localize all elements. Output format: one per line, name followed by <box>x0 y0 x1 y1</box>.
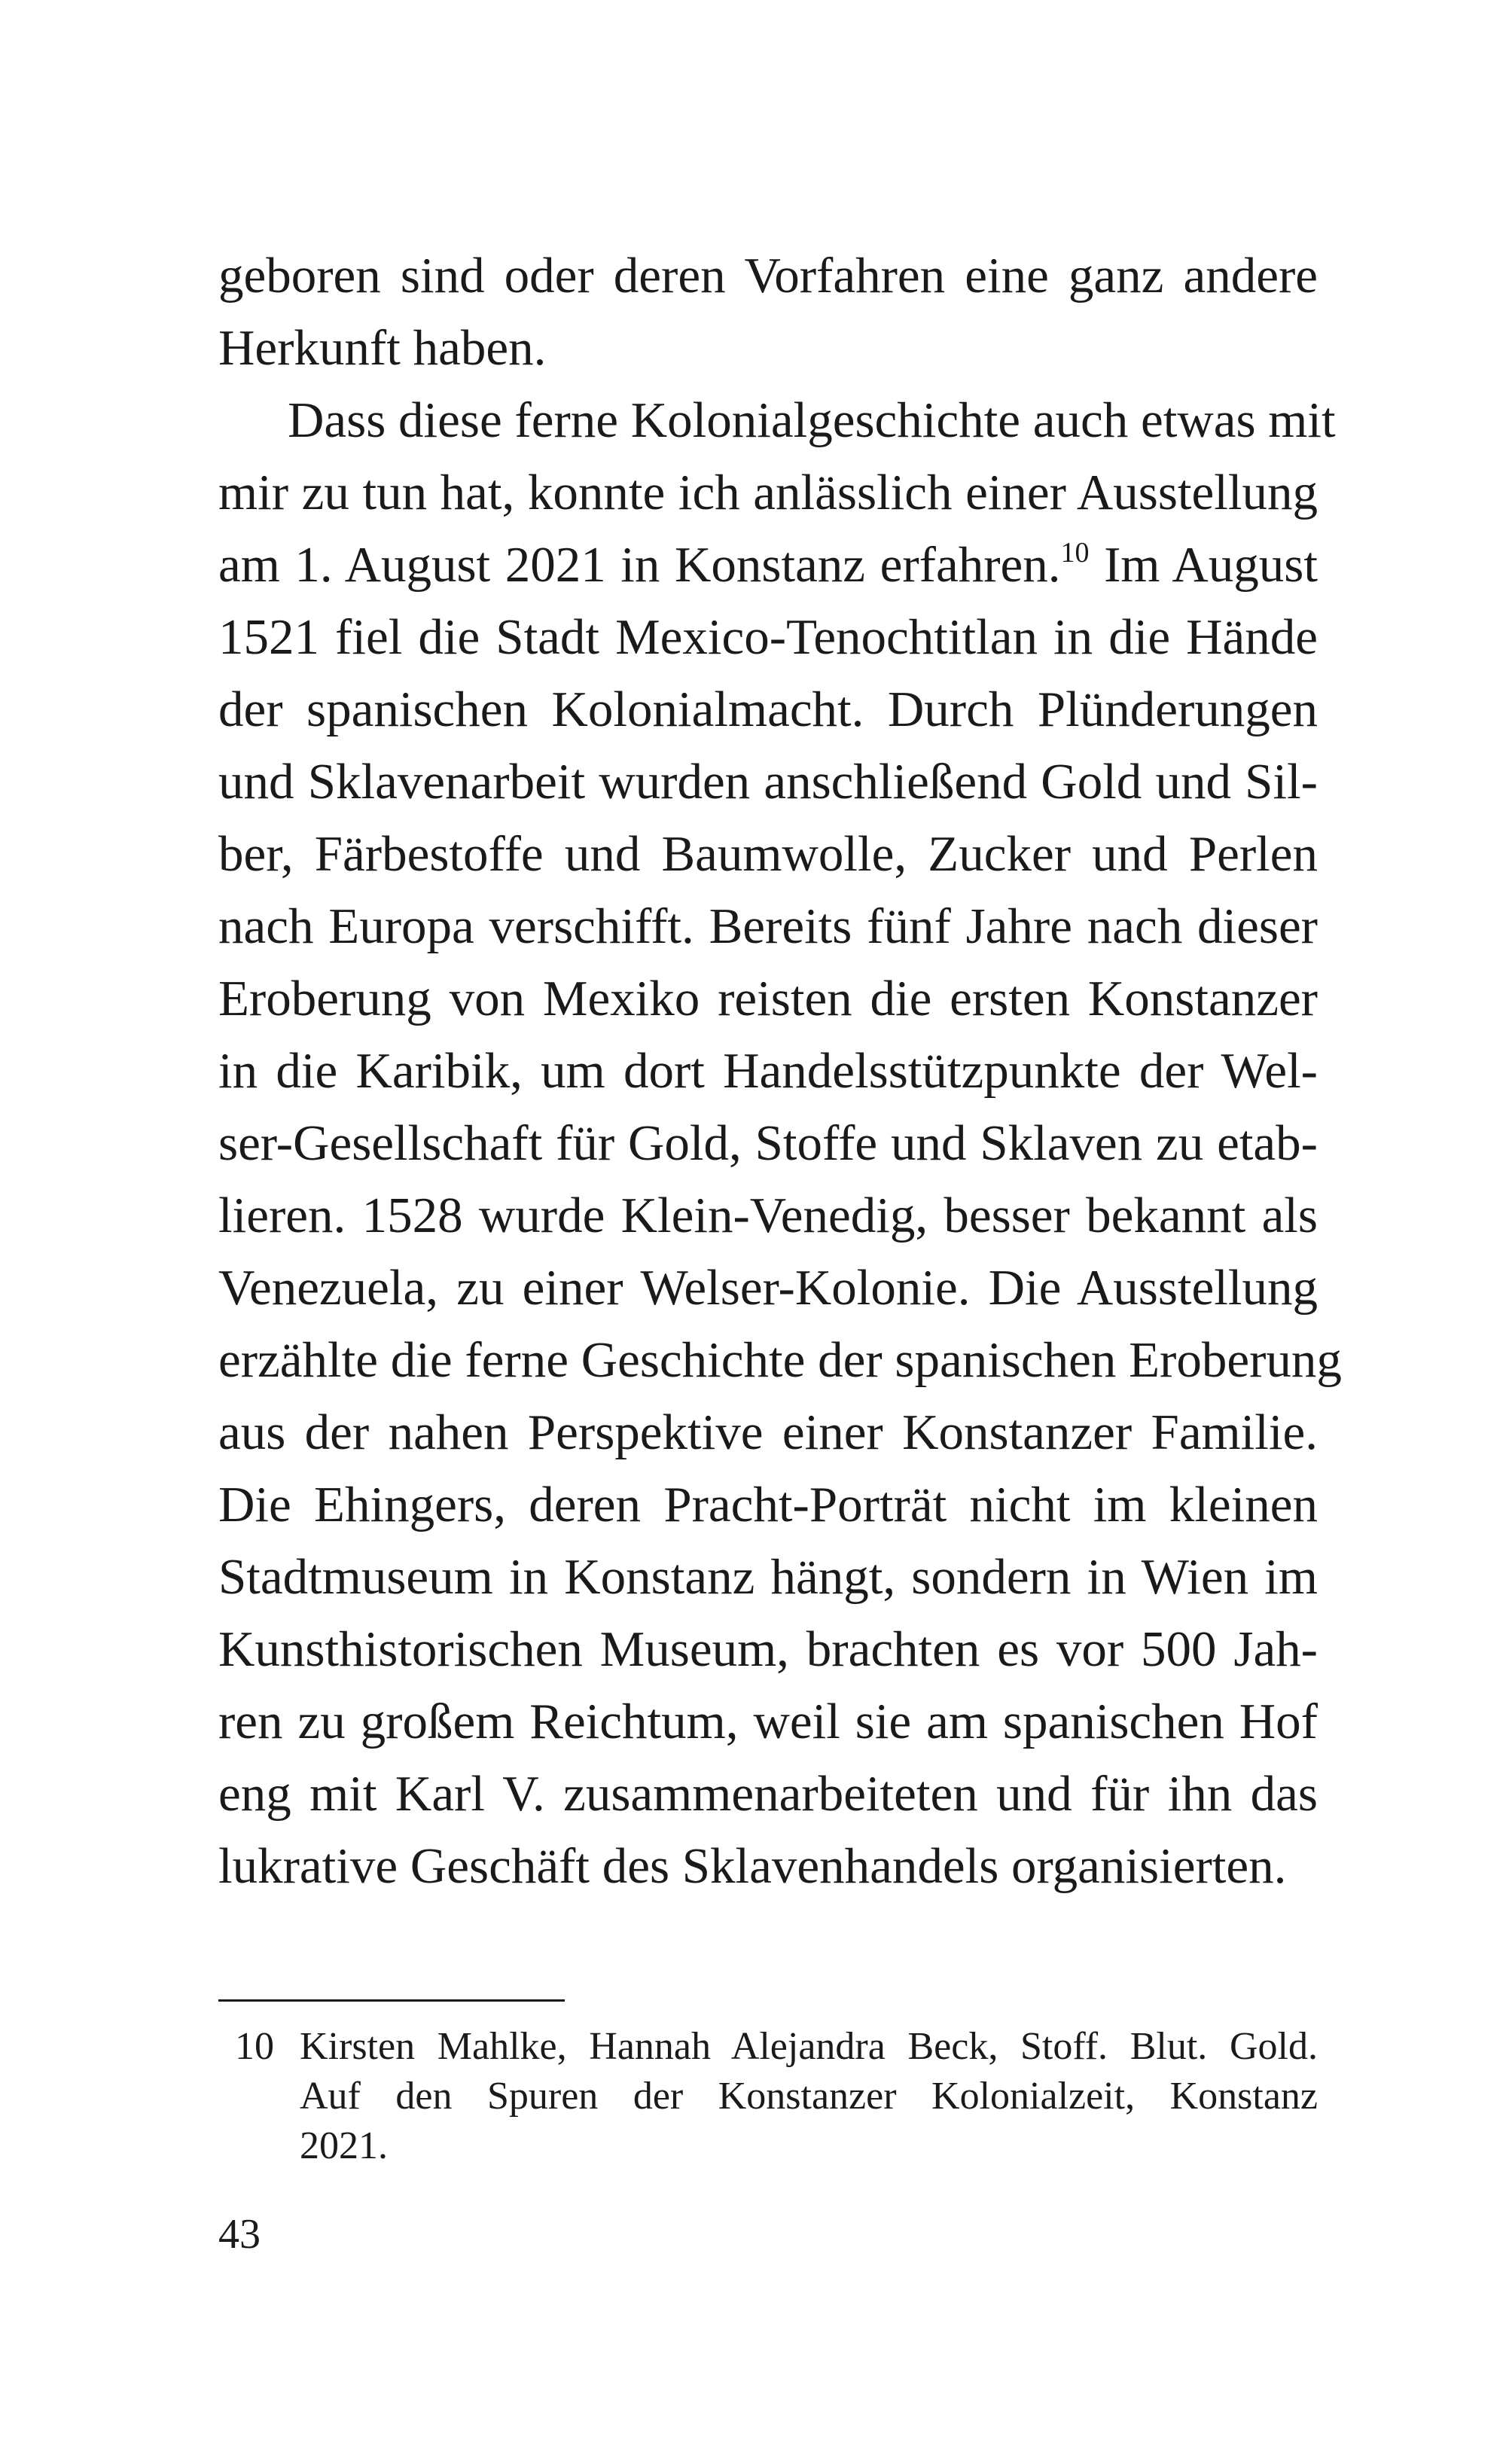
footnote-line: Auf den Spuren der Konstanzer Kolonialzeit, Konstanz <box>300 2075 1318 2118</box>
footnote-line: 2021. <box>300 2124 388 2167</box>
text-line: Stadtmuseum in Konstanz hängt, sondern in Wien im <box>218 1549 1318 1605</box>
page-number: 43 <box>218 2211 261 2258</box>
text-fragment: Im August <box>1089 537 1318 593</box>
text-line: ser-Gesellschaft für Gold, Stoffe und Sklaven zu etab- <box>218 1115 1318 1171</box>
text-line: geboren sind oder deren Vorfahren eine ganz andere <box>218 248 1318 303</box>
text-line: nach Europa verschifft. Bereits fünf Jahre nach dieser <box>218 898 1318 954</box>
text-line: lukrative Geschäft des Sklavenhandels organisierten. <box>218 1838 1287 1894</box>
text-line: lieren. 1528 wurde Klein-Venedig, besser bekannt als <box>218 1188 1318 1243</box>
text-line: Venezuela, zu einer Welser-Kolonie. Die Ausstellung <box>218 1260 1318 1316</box>
text-line: erzählte die ferne Geschichte der spanischen Eroberung <box>218 1332 1342 1388</box>
footnote-text <box>300 2022 1318 2171</box>
text-line: Eroberung von Mexiko reisten die ersten Konstanzer <box>218 971 1318 1026</box>
text-line: mir zu tun hat, konnte ich anlässlich einer Ausstellung <box>218 465 1318 520</box>
text-line <box>218 529 1318 601</box>
text-line: aus der nahen Perspektive einer Konstanzer Familie. <box>218 1404 1318 1460</box>
text-line: und Sklavenarbeit wurden anschließend Gold und Sil- <box>218 754 1318 810</box>
text-line: ren zu großem Reichtum, weil sie am spanischen Hof <box>218 1694 1318 1749</box>
text-line: Die Ehingers, deren Pracht-Porträt nicht im kleinen <box>218 1477 1318 1532</box>
text-line: 1521 fiel die Stadt Mexico-Tenochtitlan in die Hände <box>218 609 1318 665</box>
footnote-reference[interactable]: 10 <box>1060 537 1090 569</box>
text-fragment: am 1. August 2021 in Konstanz erfahren. <box>218 537 1061 593</box>
footnote-line: Kirsten Mahlke, Hannah Alejandra Beck, Stoff. Blut. Gold. <box>300 2025 1318 2068</box>
main-text <box>218 239 1342 1902</box>
text-line: in die Karibik, um dort Handelsstützpunkte der Wel- <box>218 1043 1318 1099</box>
text-line: ber, Färbestoffe und Baumwolle, Zucker und Perlen <box>218 826 1318 882</box>
text-line: Dass diese ferne Kolonialgeschichte auch etwas mit <box>288 392 1336 448</box>
text-line: Kunsthistorischen Museum, brachten es vor 500 Jah- <box>218 1621 1318 1677</box>
text-line: eng mit Karl V. zusammenarbeiteten und für ihn das <box>218 1766 1318 1822</box>
footnote-number: 10 <box>235 2025 274 2068</box>
footnote-divider <box>218 1999 565 2002</box>
text-line: Herkunft haben. <box>218 320 547 376</box>
text-line: der spanischen Kolonialmacht. Durch Plünderungen <box>218 682 1318 737</box>
